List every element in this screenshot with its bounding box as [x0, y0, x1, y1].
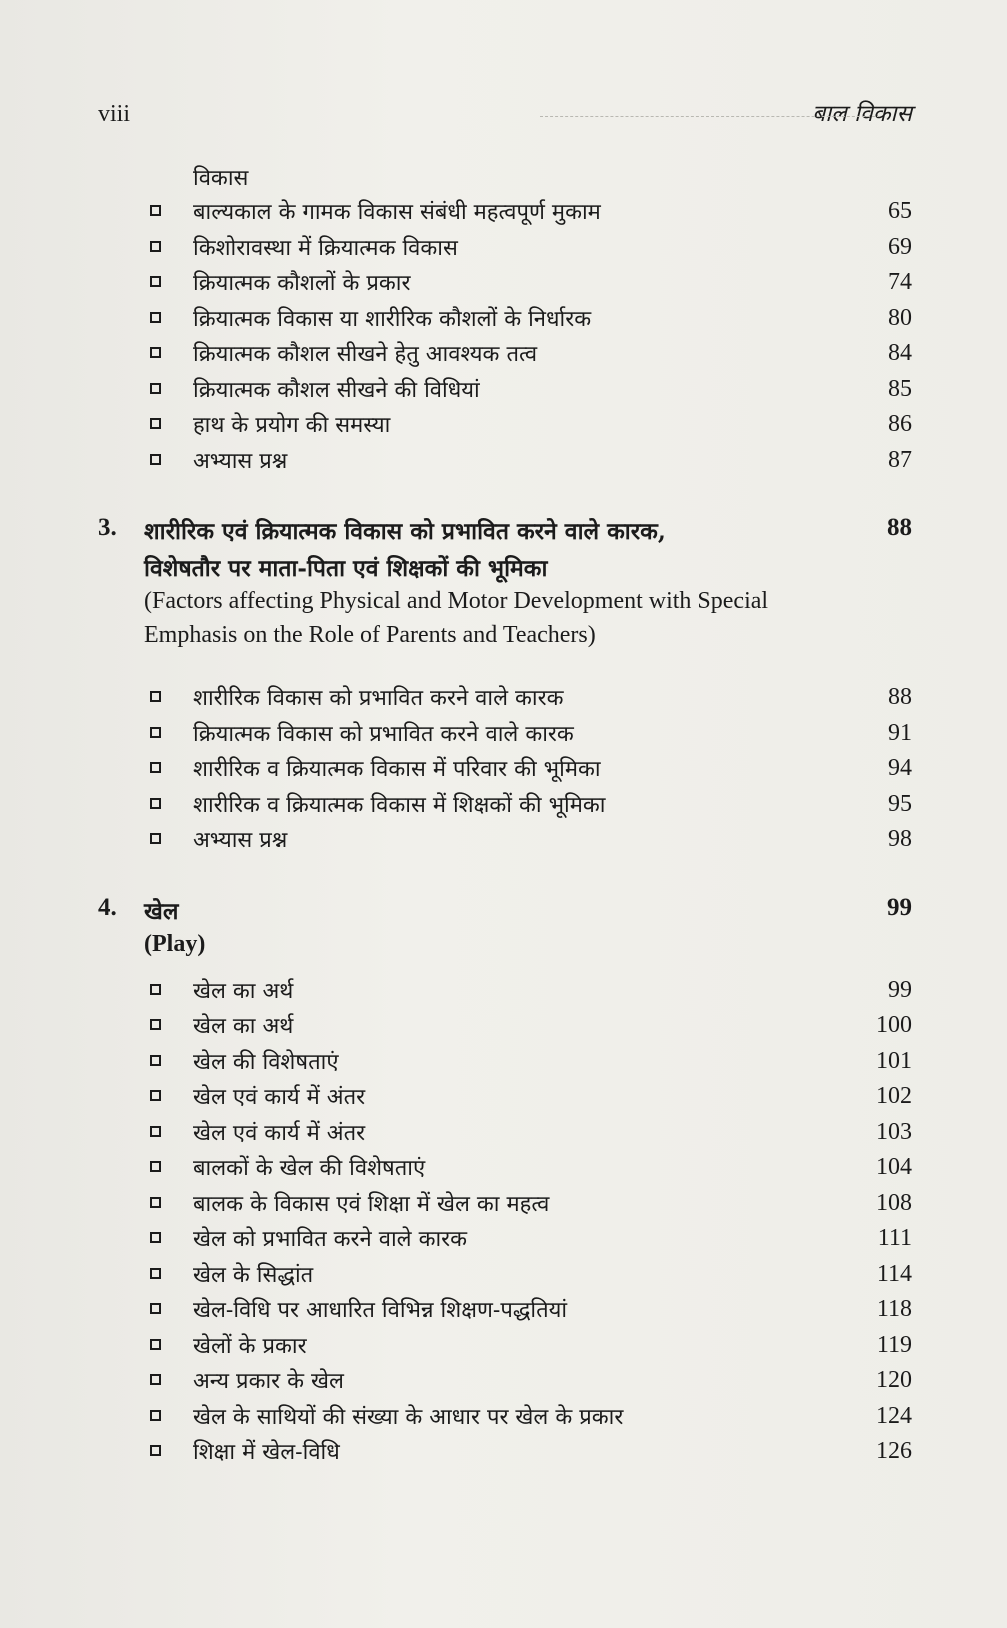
toc-entry-text: किशोरावस्था में क्रियात्मक विकास — [193, 235, 458, 261]
checkbox-icon — [150, 798, 161, 809]
checkbox-icon — [150, 984, 161, 995]
toc-entry-text: खेल की विशेषताएं — [193, 1049, 339, 1075]
toc-entry[interactable] — [98, 680, 912, 716]
checkbox-icon — [150, 1268, 161, 1279]
checkbox-icon — [150, 1090, 161, 1101]
toc-entry[interactable] — [98, 1115, 912, 1151]
chapter-title: शारीरिक एवं क्रियात्मक विकास को प्रभावित करने वाले कारक, — [144, 518, 666, 545]
toc-entry-text: अन्य प्रकार के खेल — [193, 1369, 344, 1394]
toc-entry-page: 84 — [888, 340, 912, 366]
chapter-number: 3. — [98, 514, 117, 541]
toc-entry-text: क्रियात्मक कौशल सीखने की विधियां — [193, 377, 480, 403]
toc-entry-page: 104 — [876, 1154, 912, 1180]
table-of-contents — [98, 160, 912, 1470]
chapter-page: 88 — [887, 514, 912, 541]
toc-entry-text: खेलों के प्रकार — [193, 1333, 307, 1359]
chapter-english-title: (Factors affecting Physical and Motor Development with Special — [144, 588, 769, 614]
toc-entry-text: अभ्यास प्रश्न — [193, 828, 288, 853]
toc-entry[interactable] — [98, 1257, 912, 1293]
toc-entry-text: शारीरिक व क्रियात्मक विकास में परिवार की भूमिका — [193, 757, 601, 782]
toc-entry-page: 124 — [876, 1402, 912, 1429]
checkbox-icon — [150, 762, 161, 773]
toc-entry-text: खेल-विधि पर आधारित विभिन्न शिक्षण-पद्धतियां — [193, 1298, 568, 1323]
checkbox-icon — [150, 1197, 161, 1208]
toc-entry-text: क्रियात्मक कौशलों के प्रकार — [193, 271, 411, 296]
checkbox-icon — [150, 454, 161, 465]
toc-entry-page: 111 — [877, 1225, 912, 1251]
checkbox-icon — [150, 1303, 161, 1314]
toc-entry[interactable] — [98, 1399, 912, 1435]
checkbox-icon — [150, 1161, 161, 1172]
toc-entry-page: 120 — [876, 1367, 912, 1393]
toc-entry-page: 101 — [876, 1047, 912, 1074]
toc-entry-text: शारीरिक व क्रियात्मक विकास में शिक्षकों की भूमिका — [193, 792, 606, 818]
checkbox-icon — [150, 1339, 161, 1350]
toc-entry[interactable] — [98, 407, 912, 443]
spacer — [98, 656, 912, 680]
toc-entry-page: 95 — [888, 790, 912, 817]
toc-entry-text: खेल को प्रभावित करने वाले कारक — [193, 1227, 468, 1252]
toc-entry-text: खेल के सिद्धांत — [193, 1262, 314, 1288]
toc-entry-text: खेल के साथियों की संख्या के आधार पर खेल के प्रकार — [193, 1404, 624, 1430]
checkbox-icon — [150, 1410, 161, 1421]
chapter-page: 99 — [887, 893, 912, 921]
checkbox-icon — [150, 691, 161, 702]
chapter-number: 4. — [98, 893, 117, 921]
toc-entry-text: हाथ के प्रयोग की समस्या — [193, 413, 391, 438]
toc-entry-page: 91 — [888, 719, 912, 746]
toc-entry[interactable] — [98, 787, 912, 823]
toc-entry-page: 69 — [888, 233, 912, 260]
toc-entry-text: क्रियात्मक कौशल सीखने हेतु आवश्यक तत्व — [193, 342, 538, 367]
toc-entry-page: 103 — [876, 1118, 912, 1145]
checkbox-icon — [150, 1126, 161, 1137]
checkbox-icon — [150, 276, 161, 287]
toc-entry-text: खेल एवं कार्य में अंतर — [193, 1120, 366, 1146]
toc-entry-text: क्रियात्मक विकास या शारीरिक कौशलों के निर्धारक — [193, 306, 592, 332]
toc-entry[interactable] — [98, 1044, 912, 1080]
chapter-title-cont: विशेषतौर पर माता-पिता एवं शिक्षकों की भूमिका — [144, 555, 548, 582]
toc-entry[interactable] — [98, 194, 912, 230]
toc-entry[interactable] — [98, 1292, 912, 1328]
checkbox-icon — [150, 1445, 161, 1456]
toc-entry-page: 126 — [876, 1438, 912, 1464]
toc-entry[interactable] — [98, 443, 912, 479]
toc-entry[interactable] — [98, 372, 912, 408]
toc-entry[interactable] — [98, 716, 912, 752]
toc-entry-page: 94 — [888, 755, 912, 781]
toc-entry-page: 80 — [888, 304, 912, 331]
toc-continuation — [98, 160, 912, 194]
toc-entry[interactable] — [98, 230, 912, 266]
chapter-3-items — [98, 680, 912, 858]
toc-entry[interactable] — [98, 1434, 912, 1470]
chapter-3-heading[interactable] — [98, 514, 912, 656]
toc-entry-page: 65 — [888, 198, 912, 224]
toc-entry[interactable] — [98, 751, 912, 787]
checkbox-icon — [150, 833, 161, 844]
checkbox-icon — [150, 1232, 161, 1243]
checkbox-icon — [150, 347, 161, 358]
spacer — [98, 965, 912, 973]
toc-entry[interactable] — [98, 301, 912, 337]
checkbox-icon — [150, 418, 161, 429]
toc-entry-text: अभ्यास प्रश्न — [193, 448, 288, 474]
toc-entry-page: 85 — [888, 375, 912, 402]
page-number: viii — [98, 101, 131, 127]
toc-entry-page: 86 — [888, 411, 912, 437]
toc-entry-text: बाल्यकाल के गामक विकास संबंधी महत्वपूर्ण मुकाम — [193, 200, 601, 225]
toc-entry-text: खेल का अर्थ — [193, 1014, 294, 1039]
toc-entry-page: 88 — [888, 684, 912, 710]
toc-entry-page: 119 — [876, 1331, 912, 1358]
toc-entry-page: 98 — [888, 826, 912, 852]
toc-entry-text: शारीरिक विकास को प्रभावित करने वाले कारक — [193, 686, 564, 711]
toc-entry-page: 102 — [876, 1083, 912, 1109]
checkbox-icon — [150, 1055, 161, 1066]
toc-entry-text: खेल का अर्थ — [193, 978, 294, 1004]
checkbox-icon — [150, 383, 161, 394]
checkbox-icon — [150, 205, 161, 216]
toc-entry[interactable] — [98, 1008, 912, 1044]
toc-entry[interactable] — [98, 973, 912, 1009]
running-title: बाल विकास — [812, 101, 912, 127]
toc-entry[interactable] — [98, 1079, 912, 1115]
chapter-4-items — [98, 973, 912, 1470]
toc-entry-text: क्रियात्मक विकास को प्रभावित करने वाले कारक — [193, 721, 574, 747]
toc-entry-page: 87 — [888, 446, 912, 473]
chapter-4-heading[interactable] — [98, 894, 912, 965]
toc-entry-page: 99 — [888, 976, 912, 1003]
toc-entry-text: विकास — [193, 166, 249, 191]
chapter-english-title-cont: Emphasis on the Role of Parents and Teachers) — [144, 622, 596, 648]
toc-entry-page: 100 — [876, 1012, 912, 1038]
toc-section-a — [98, 194, 912, 478]
toc-entry-page: 74 — [888, 269, 912, 295]
spacer — [98, 858, 912, 894]
toc-entry[interactable] — [98, 822, 912, 858]
toc-entry[interactable] — [98, 1221, 912, 1257]
checkbox-icon — [150, 312, 161, 323]
toc-entry[interactable] — [98, 1328, 912, 1364]
toc-entry-text: बालकों के खेल की विशेषताएं — [193, 1156, 426, 1181]
toc-entry[interactable] — [98, 265, 912, 301]
spacer — [98, 478, 912, 514]
checkbox-icon — [150, 727, 161, 738]
header-rule — [540, 116, 880, 117]
toc-entry-text: खेल एवं कार्य में अंतर — [193, 1085, 366, 1110]
toc-entry-text: शिक्षा में खेल-विधि — [193, 1440, 340, 1465]
checkbox-icon — [150, 1019, 161, 1030]
toc-entry-page: 108 — [876, 1189, 912, 1216]
checkbox-icon — [150, 241, 161, 252]
chapter-title: खेल — [144, 897, 179, 925]
toc-entry[interactable] — [98, 336, 912, 372]
toc-entry-text: बालक के विकास एवं शिक्षा में खेल का महत्व — [193, 1191, 550, 1217]
toc-entry-page: 118 — [876, 1296, 912, 1322]
toc-entry[interactable] — [98, 1150, 912, 1186]
chapter-english-title: (Play) — [144, 930, 206, 957]
checkbox-icon — [150, 1374, 161, 1385]
toc-entry-page: 114 — [876, 1260, 912, 1287]
page-header — [98, 96, 912, 128]
toc-entry[interactable] — [98, 1363, 912, 1399]
toc-entry[interactable] — [98, 1186, 912, 1222]
